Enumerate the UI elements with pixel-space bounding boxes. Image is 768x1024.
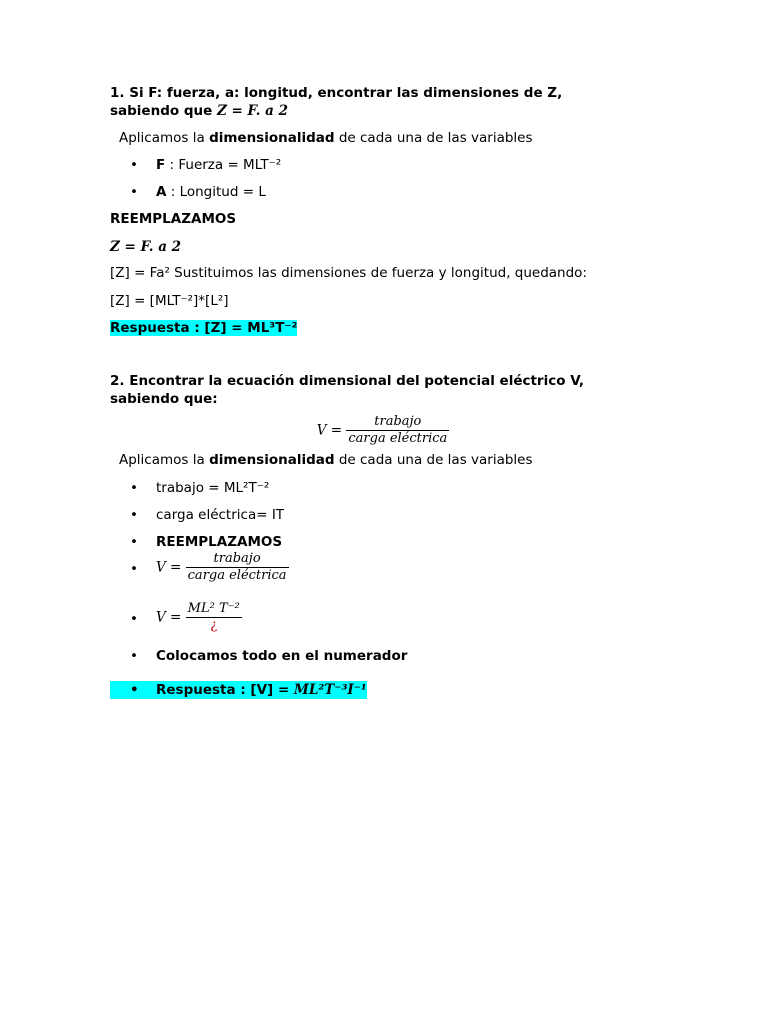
bullet-dot: • [130, 682, 139, 698]
q2-equation-lhs: V = [316, 422, 343, 439]
q1-intro [119, 129, 650, 147]
q2-bullet-numerator [110, 647, 650, 665]
q2-bullet-carga [110, 506, 650, 524]
q2-bullet-numerator-text: Colocamos todo en el numerador [156, 648, 408, 664]
q2-intro-post: de cada una de las variables [338, 452, 533, 468]
bullet-dot: • [130, 507, 138, 523]
q1-variable-list [110, 156, 650, 201]
q2-fraction-1 [186, 551, 289, 584]
q1-step-1: [Z] = Fa² Sustituimos las dimensiones de fuerza y longitud, quedando: [110, 265, 587, 281]
q1-bullet-longitud-label: A [156, 184, 167, 200]
q1-bullet-fuerza [110, 156, 650, 174]
question-1-formula: Z = F. a 2 [216, 103, 289, 119]
question-1-title-line1: 1. Si F: fuerza, a: longitud, encontrar las dimensiones de Z, [110, 85, 563, 101]
q2-intro [119, 451, 650, 469]
q2-equation-numerator: trabajo [346, 414, 449, 431]
q2-answer-highlight [110, 681, 367, 699]
q2-fraction-2-lhs: V = [156, 609, 182, 626]
q2-fraction-2-denominator: ¿ [210, 618, 218, 633]
q1-bullet-fuerza-label: F [156, 157, 166, 173]
q2-equation-fraction [346, 414, 449, 447]
q2-fraction-2 [186, 601, 242, 634]
q1-formula-2: Z = F. a 2 [110, 239, 182, 255]
q2-bullet-answer [110, 681, 650, 699]
question-2-title-line2: sabiendo que: [110, 391, 218, 407]
q2-bullet-replace-text: REEMPLAZAMOS [156, 534, 283, 550]
q2-fraction-1-denominator: carga eléctrica [187, 568, 287, 583]
q2-step-list [110, 479, 650, 699]
bullet-dot: • [130, 648, 138, 664]
bullet-dot: • [130, 534, 138, 550]
question-1-title-prefix: sabiendo que [110, 103, 213, 119]
bullet-dot: • [130, 480, 138, 496]
q2-bullet-fraction-2 [110, 601, 650, 645]
bullet-dot: • [130, 611, 138, 627]
bullet-dot: • [130, 157, 138, 173]
q2-equation-denominator: carga eléctrica [348, 431, 448, 446]
q1-answer-highlight: Respuesta : [Z] = ML³T⁻² [110, 320, 298, 336]
q2-answer-math: ML²T⁻³I⁻¹ [293, 682, 367, 698]
q2-bullet-trabajo-text: trabajo = ML²T⁻² [156, 480, 270, 496]
q2-bullet-fraction-1 [110, 551, 650, 589]
q1-intro-pre: Aplicamos la [119, 130, 205, 146]
q2-intro-bold: dimensionalidad [209, 452, 335, 468]
bullet-dot: • [130, 184, 138, 200]
q2-fraction-1-numerator: trabajo [186, 551, 289, 568]
q1-bullet-fuerza-text: : Fuerza = MLT⁻² [165, 157, 282, 173]
q1-intro-post: de cada una de las variables [338, 130, 533, 146]
q1-bullet-longitud [110, 183, 650, 201]
q1-replace-heading: REEMPLAZAMOS [110, 211, 237, 227]
q2-bullet-trabajo [110, 479, 650, 497]
q1-answer [110, 319, 650, 337]
q1-bullet-longitud-text: : Longitud = L [166, 184, 266, 200]
q1-intro-bold: dimensionalidad [209, 130, 335, 146]
question-2-title-line1: 2. Encontrar la ecuación dimensional del potencial eléctrico V, [110, 373, 585, 389]
q2-bullet-carga-text: carga eléctrica= IT [156, 507, 285, 523]
q2-answer-prefix: Respuesta : [V] = [156, 682, 290, 698]
document-page [110, 84, 650, 699]
q2-equation [110, 414, 656, 447]
q2-bullet-replace [110, 533, 650, 551]
q2-fraction-1-lhs: V = [156, 559, 182, 576]
q2-fraction-2-numerator: ML² T⁻² [187, 601, 240, 616]
bullet-dot: • [130, 561, 138, 577]
q1-step-2: [Z] = [MLT⁻²]*[L²] [110, 293, 229, 309]
question-1-title-line2 [110, 102, 650, 120]
q2-intro-pre: Aplicamos la [119, 452, 205, 468]
